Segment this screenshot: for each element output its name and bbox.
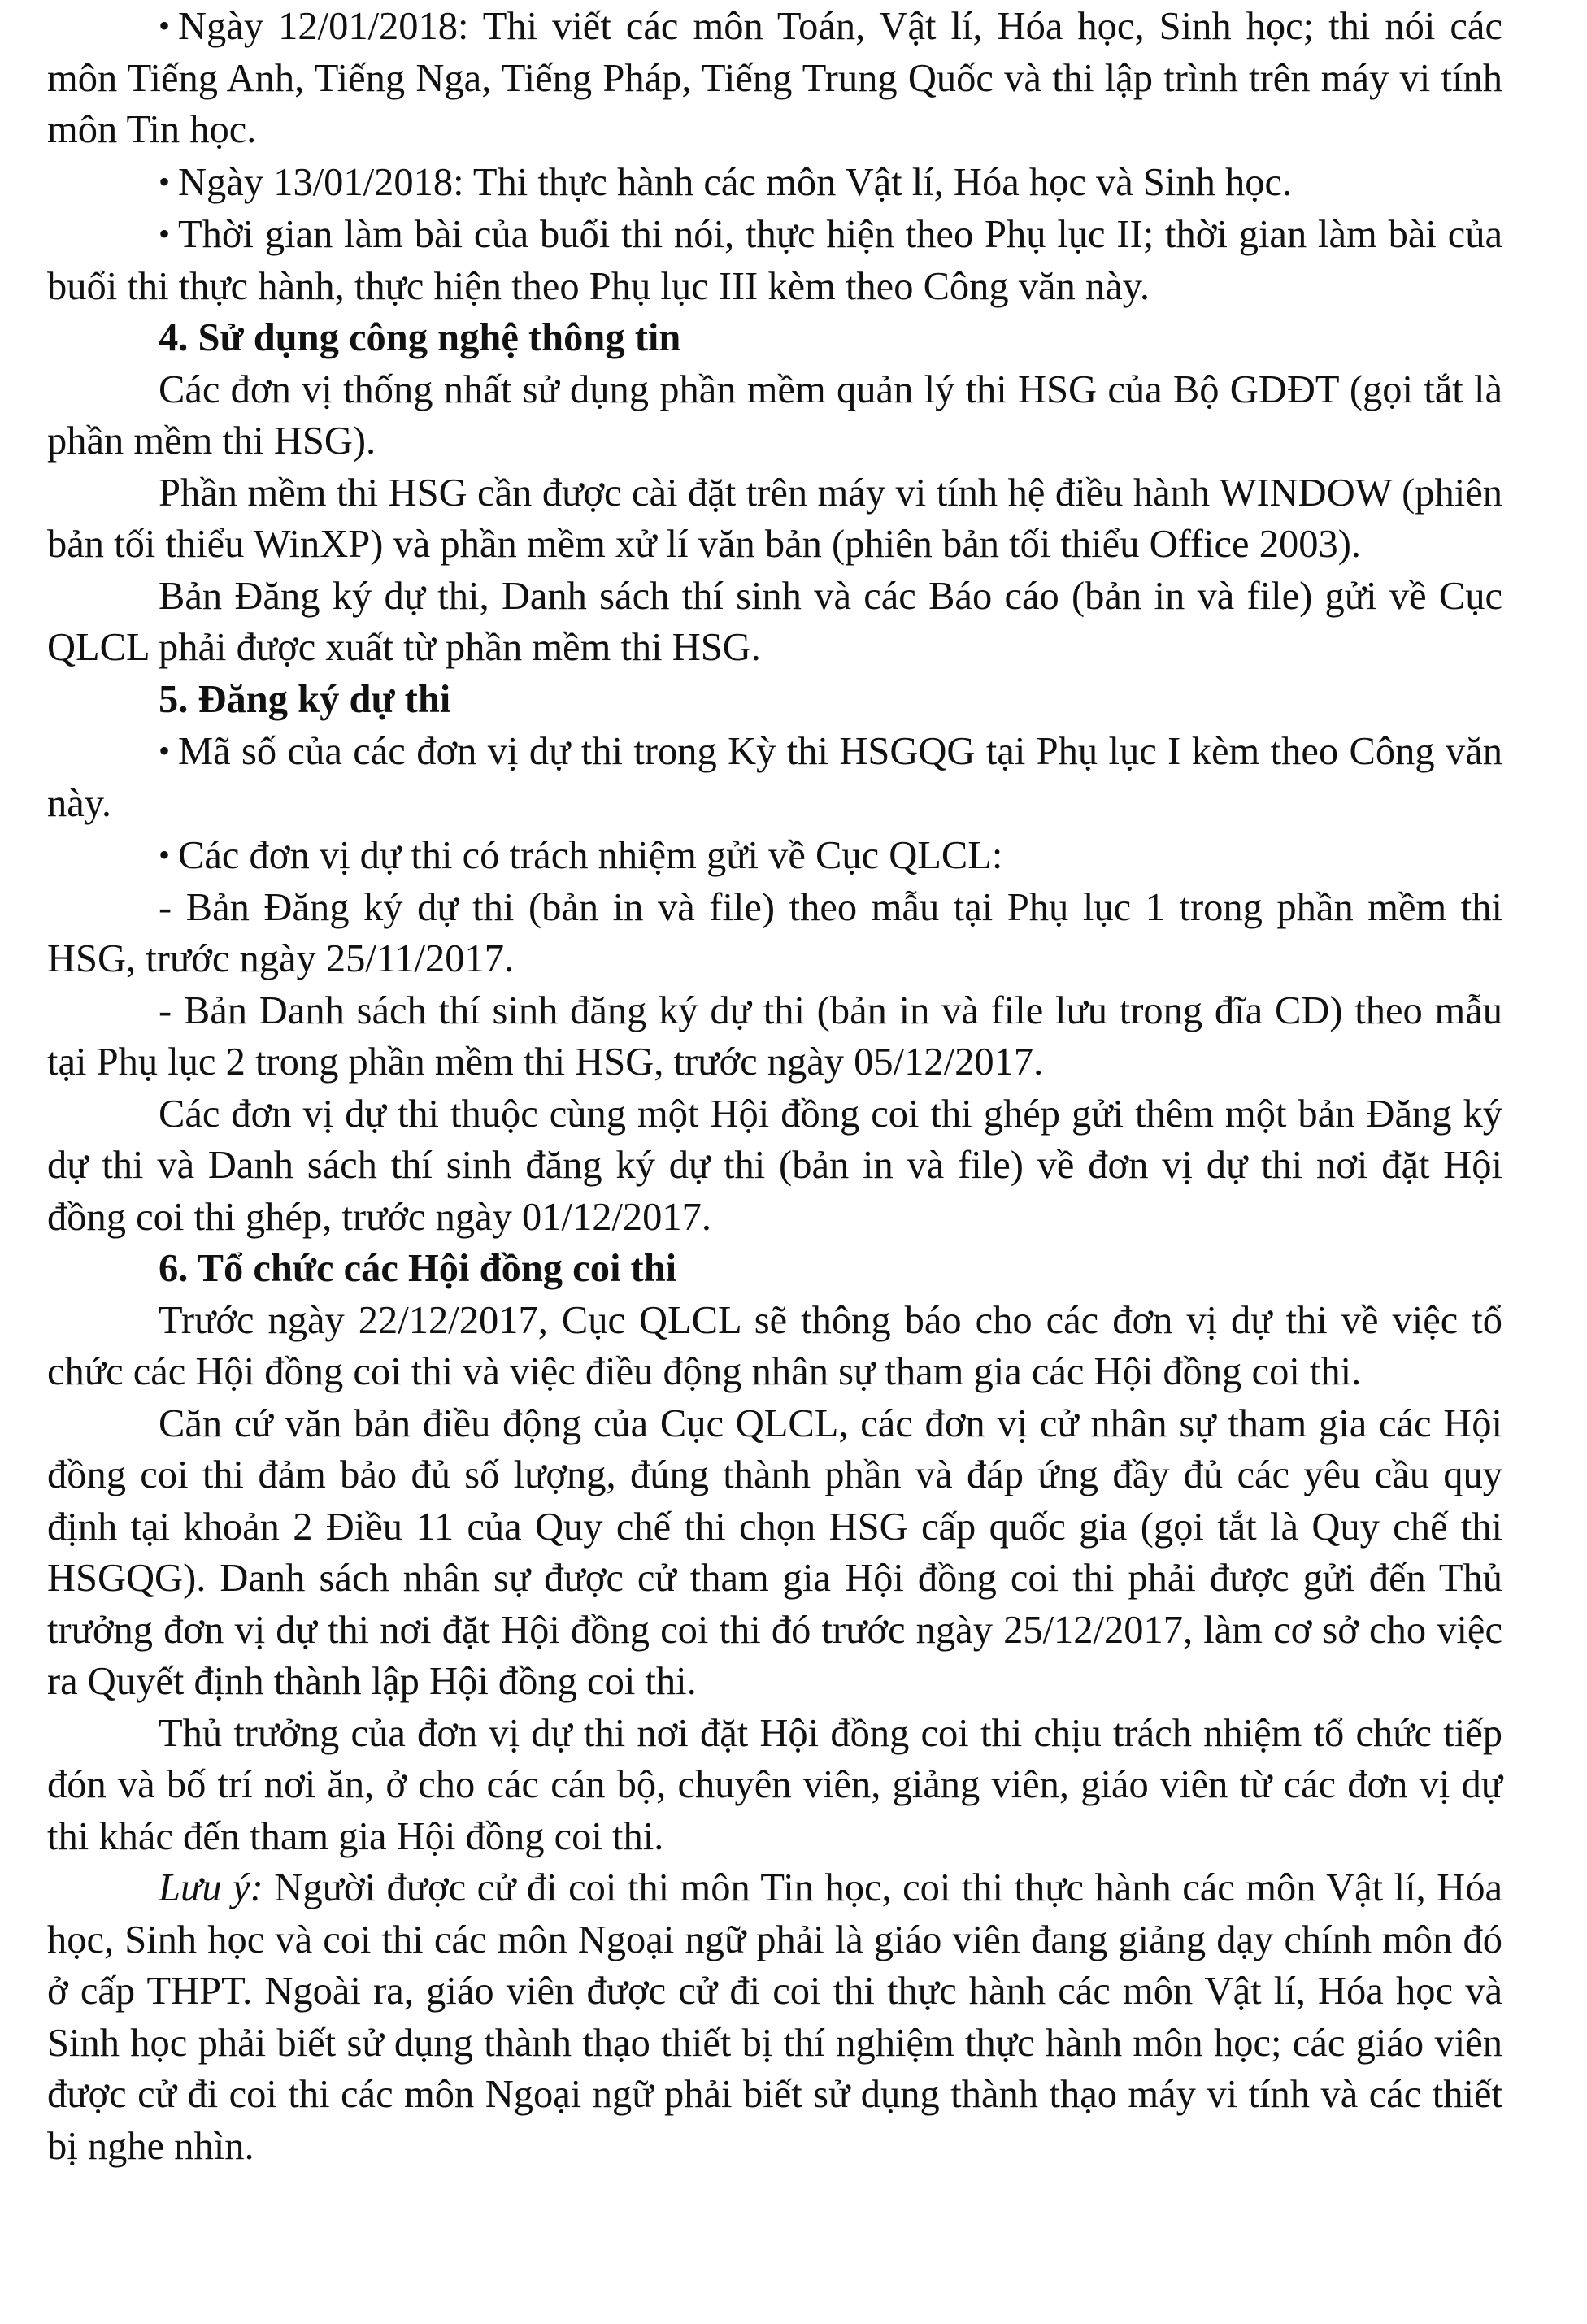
section-6-paragraph: Thủ trưởng của đơn vị dự thi nơi đặt Hội đồng coi thi chịu trách nhiệm tổ chức tiếp đón và bố trí nơi ăn, ở cho các cán bộ, chuyên viên, giảng viên, giáo viên từ các đơn vị dự thi khác đến tham gia Hội đồng coi thi. [47,1711,1502,1858]
bullet-exam-day-1: • Ngày 12/01/2018: Thi viết các môn Toán, Vật lí, Hóa học, Sinh học; thi nói các môn Tiếng Anh, Tiếng Nga, Tiếng Pháp, Tiếng Trung Quốc và thi lập trình trên máy vi tính môn Tin học. [47,5,1502,151]
section-5-heading: 5. Đăng ký dự thi [159,677,451,721]
section-4-paragraph: Bản Đăng ký dự thi, Danh sách thí sinh và các Báo cáo (bản in và file) gửi về Cục QLCL phải được xuất từ phần mềm thi HSG. [47,574,1502,669]
section-5-paragraph: Các đơn vị dự thi thuộc cùng một Hội đồng coi thi ghép gửi thêm một bản Đăng ký dự thi và Danh sách thí sinh đăng ký dự thi (bản in và file) về đơn vị dự thi nơi đặt Hội đồng coi thi ghép, trước ngày 01/12/2017. [47,1092,1502,1239]
note-label: Lưu ý: [159,1866,263,1909]
section-6-paragraph: Căn cứ văn bản điều động của Cục QLCL, các đơn vị cử nhân sự tham gia các Hội đồng coi thi đảm bảo đủ số lượng, đúng thành phần và đáp ứng đầy đủ các yêu cầu quy định tại khoản 2 Điều 11 của Quy chế thi chọn HSG cấp quốc gia (gọi tắt là Quy chế thi HSGQG). Danh sách nhân sự được cử tham gia Hội đồng coi thi phải được gửi đến Thủ trưởng đơn vị dự thi nơi đặt Hội đồng coi thi đó trước ngày 25/12/2017, làm cơ sở cho việc ra Quyết định thành lập Hội đồng coi thi. [47,1401,1502,1703]
section-4-heading: 4. Sử dụng công nghệ thông tin [159,316,681,359]
section-6-paragraph: Trước ngày 22/12/2017, Cục QLCL sẽ thông báo cho các đơn vị dự thi về việc tổ chức các Hội đồng coi thi và việc điều động nhân sự tham gia các Hội đồng coi thi. [47,1298,1502,1393]
bullet-exam-day-2: • Ngày 13/01/2018: Thi thực hành các môn Vật lí, Hóa học và Sinh học. [159,160,1293,204]
section-5-bullet: • Các đơn vị dự thi có trách nhiệm gửi về Cục QLCL: [159,834,1003,877]
section-6-heading: 6. Tổ chức các Hội đồng coi thi [159,1247,677,1290]
bullet-icon: • [159,7,171,44]
document-page [47,0,1502,2172]
bullet-icon: • [159,732,171,769]
section-5-dash-item: - Bản Đăng ký dự thi (bản in và file) theo mẫu tại Phụ lục 1 trong phần mềm thi HSG, trước ngày 25/11/2017. [47,885,1502,980]
note-text: Người được cử đi coi thi môn Tin học, coi thi thực hành các môn Vật lí, Hóa học, Sinh học và coi thi các môn Ngoại ngữ phải là giáo viên đang giảng dạy chính môn đó ở cấp THPT. Ngoài ra, giáo viên được cử đi coi thi thực hành các môn Vật lí, Hóa học và Sinh học phải biết sử dụng thành thạo thiết bị thí nghiệm thực hành môn học; các giáo viên được cử đi coi thi các môn Ngoại ngữ phải biết sử dụng thành thạo máy vi tính và các thiết bị nghe nhìn. [47,1866,1502,2168]
bullet-exam-duration: • Thời gian làm bài của buổi thi nói, thực hiện theo Phụ lục II; thời gian làm bài của buổi thi thực hành, thực hiện theo Phụ lục III kèm theo Công văn này. [47,213,1502,308]
section-4-paragraph: Phần mềm thi HSG cần được cài đặt trên máy vi tính hệ điều hành WINDOW (phiên bản tối thiểu WinXP) và phần mềm xử lí văn bản (phiên bản tối thiểu Office 2003). [47,471,1502,566]
bullet-icon: • [159,163,171,200]
section-4-paragraph: Các đơn vị thống nhất sử dụng phần mềm quản lý thi HSG của Bộ GDĐT (gọi tắt là phần mềm thi HSG). [47,367,1502,463]
section-5-bullet: • Mã số của các đơn vị dự thi trong Kỳ thi HSGQG tại Phụ lục I kèm theo Công văn này. [47,730,1502,825]
section-5-dash-item: - Bản Danh sách thí sinh đăng ký dự thi (bản in và file lưu trong đĩa CD) theo mẫu tại Phụ lục 2 trong phần mềm thi HSG, trước ngày 05/12/2017. [47,988,1502,1084]
bullet-icon: • [159,836,171,873]
bullet-icon: • [159,215,171,252]
section-6-note [47,1862,1502,2172]
